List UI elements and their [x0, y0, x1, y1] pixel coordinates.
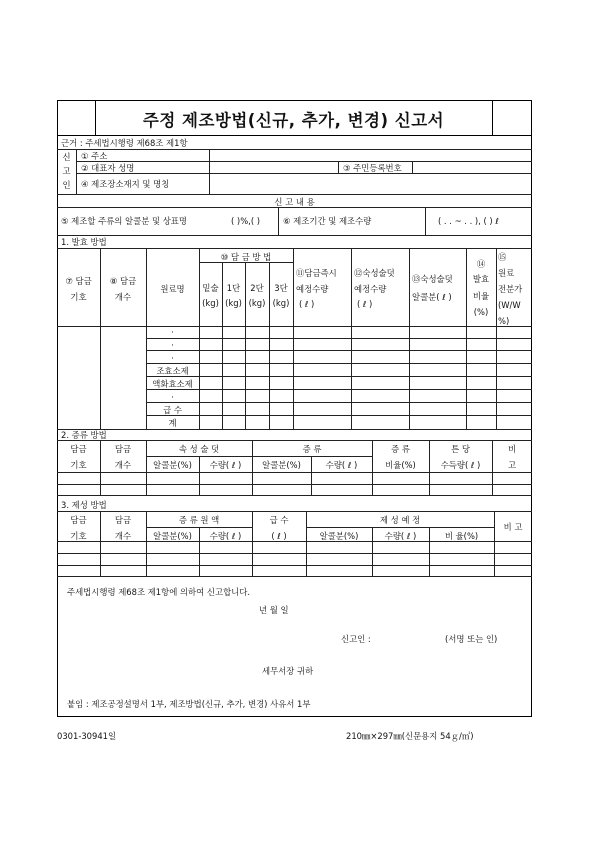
s1-col14-l1: ⑭: [476, 259, 486, 269]
s3-h-bot-8: 비 율(%): [444, 531, 479, 541]
s3-remarks: 비 고: [503, 522, 523, 532]
s3-h-bot-2: 개수: [114, 531, 132, 541]
s2-h-top-5: 비: [507, 444, 517, 454]
title-right-divider: [492, 100, 493, 136]
factory-location-label: ④ 제조장소재지 및 명칭: [81, 179, 170, 189]
s2-h-top-1: 담금: [70, 444, 87, 454]
form-code: 0301-30941일: [57, 731, 117, 741]
s1-col11-l2: 예정수량: [296, 284, 329, 294]
s1-sub2-b: (kg): [225, 298, 242, 308]
paper-spec: 210㎜×297㎜(신문용지 54ｇ/㎡): [346, 731, 474, 741]
s1-col11-l1: ⑪담금즉시: [296, 268, 337, 278]
s1-col15-l1: ⑮: [498, 252, 507, 262]
s3-h-bot-4: 수량( ℓ ): [209, 531, 242, 541]
s1-col10: ⑩ 담 금 방 법: [220, 252, 272, 262]
s1-raw-material: 원료명: [160, 284, 185, 294]
form-frame: [57, 100, 532, 717]
s2-h-bot-1: 기호: [70, 460, 87, 470]
representative-label: ② 대표자 성명: [81, 163, 135, 173]
s2-h-bot-6: 수량( ℓ ): [325, 460, 358, 470]
reporter-side-char-3: 인: [62, 180, 71, 190]
s2-group-distill: 증 류: [302, 444, 322, 454]
applicant-label: 신고인 :: [341, 634, 371, 644]
s1-col13-l1: ⑬숙성술덧: [412, 274, 453, 284]
s1-sub4-b: (kg): [272, 298, 290, 308]
s2-h-bot-4: 수량( ℓ ): [209, 460, 242, 470]
s1-col7-l1: ⑦ 담금: [65, 276, 92, 286]
item6-value: ( . . ~ . . ), ( ) ℓ: [438, 216, 499, 226]
s1-col15-l3: 전분가: [498, 284, 523, 294]
s2-h-bot-7: 비율(%): [385, 460, 416, 470]
s1-row-4: 조효소제: [156, 366, 189, 376]
legal-basis: 근거 : 주세법시행령 제68조 제1항: [61, 138, 188, 148]
s3-h-bot-5: ( ℓ ): [271, 531, 287, 541]
s3-h-bot-7: 수량( ℓ ): [384, 531, 417, 541]
s1-col11-l3: ( ℓ ): [299, 299, 315, 309]
s2-h-bot-2: 개수: [114, 460, 132, 470]
form-title: 주정 제조방법(신규, 추가, 변경) 신고서: [142, 111, 445, 130]
s2-h-bot-3: 알콜분(%): [153, 460, 192, 470]
s2-h-top-3: 증 류: [391, 444, 410, 454]
s1-col12-l3: ( ℓ ): [357, 299, 373, 309]
s1-col12-l2: 예정수량: [354, 284, 387, 294]
s1-col15-l4: (W/W: [498, 300, 521, 310]
s1-sub3-b: (kg): [248, 298, 266, 308]
s2-h-top-2: 담금: [114, 444, 132, 454]
item6-label: ⑥ 제조기간 및 제조수량: [283, 216, 372, 226]
s1-col14-l3: 비율: [472, 291, 490, 301]
title-bottom-line: [57, 135, 532, 136]
s1-sub2-a: 1단: [226, 283, 241, 293]
s1-sub4-a: 3단: [274, 283, 288, 293]
item5-label: ⑤ 제조할 주류의 알콜분 및 상표명: [61, 216, 187, 226]
s3-group-distillate: 증 류 원 액: [178, 515, 220, 525]
reporter-side-char-1: 신: [62, 152, 71, 162]
s1-col12-l1: ⑫숙성술덧: [354, 268, 395, 278]
s3-h-bot-3: 알콜분(%): [153, 531, 192, 541]
attachment-note: 붙임 : 제조공정설명서 1부, 제조방법(신규, 추가, 변경) 사유서 1부: [67, 699, 311, 709]
signature-label: (서명 또는 인): [445, 634, 498, 644]
address-label: ① 주소: [81, 151, 108, 161]
section3-title: 3. 제성 방법: [61, 500, 107, 510]
s1-col15-l5: %): [498, 316, 510, 326]
s1-col8-l1: ⑧ 담금: [109, 276, 137, 286]
s2-h-bot-5: 알콜분(%): [262, 460, 301, 470]
resident-number-label: ③ 주민등록번호: [343, 163, 402, 173]
report-content-header: 신 고 내 용: [274, 197, 315, 207]
s3-h-top-2: 담금: [114, 515, 132, 525]
s2-h-top-4: 튼 당: [451, 444, 470, 454]
s2-group-aging: 속 성 술 덧: [178, 444, 220, 454]
s1-col15-l2: 원료: [498, 268, 515, 278]
s1-row-8: 계: [168, 418, 177, 428]
date-line: 년 월 일: [259, 605, 289, 615]
s3-group-water: 급 수: [269, 515, 289, 525]
s1-row-1: ·: [171, 327, 174, 337]
s1-row-7: 급 수: [163, 405, 182, 415]
s1-col14-l2: 발효: [472, 274, 490, 284]
reporter-side-char-2: 고: [62, 166, 71, 176]
s1-col13-l2: 알콜분( ℓ ): [412, 292, 452, 302]
section1-title: 1. 발효 방법: [61, 237, 107, 247]
s2-h-bot-9: 고: [507, 460, 517, 470]
s1-row-2: ·: [171, 340, 174, 350]
s3-h-bot-1: 기호: [70, 531, 87, 541]
s1-col14-l4: (%): [473, 307, 489, 317]
s3-h-bot-6: 알콜분(%): [319, 531, 359, 541]
s1-sub1-a: 밑술: [202, 283, 219, 293]
s2-h-bot-8: 수득량( ℓ ): [440, 460, 481, 470]
s1-sub3-a: 2단: [250, 283, 264, 293]
s1-col8-l2: 개수: [114, 292, 132, 302]
s3-group-planned: 제 성 예 정: [379, 515, 421, 525]
s1-col7-l2: 기호: [70, 292, 87, 302]
declaration-text: 주세법시행령 제68조 제1항에 의하여 신고합니다.: [67, 587, 251, 597]
s1-row-6: ·: [171, 392, 174, 402]
s1-sub1-b: (kg): [202, 298, 219, 308]
s1-row-5: 액화효소제: [152, 379, 193, 389]
s1-row-3: ·: [171, 353, 174, 363]
section2-title: 2. 증류 방법: [61, 430, 107, 440]
recipient-label: 세무서장 귀하: [262, 666, 314, 676]
s3-h-top-1: 담금: [70, 515, 87, 525]
item5-value: ( )%,( ): [231, 216, 261, 226]
